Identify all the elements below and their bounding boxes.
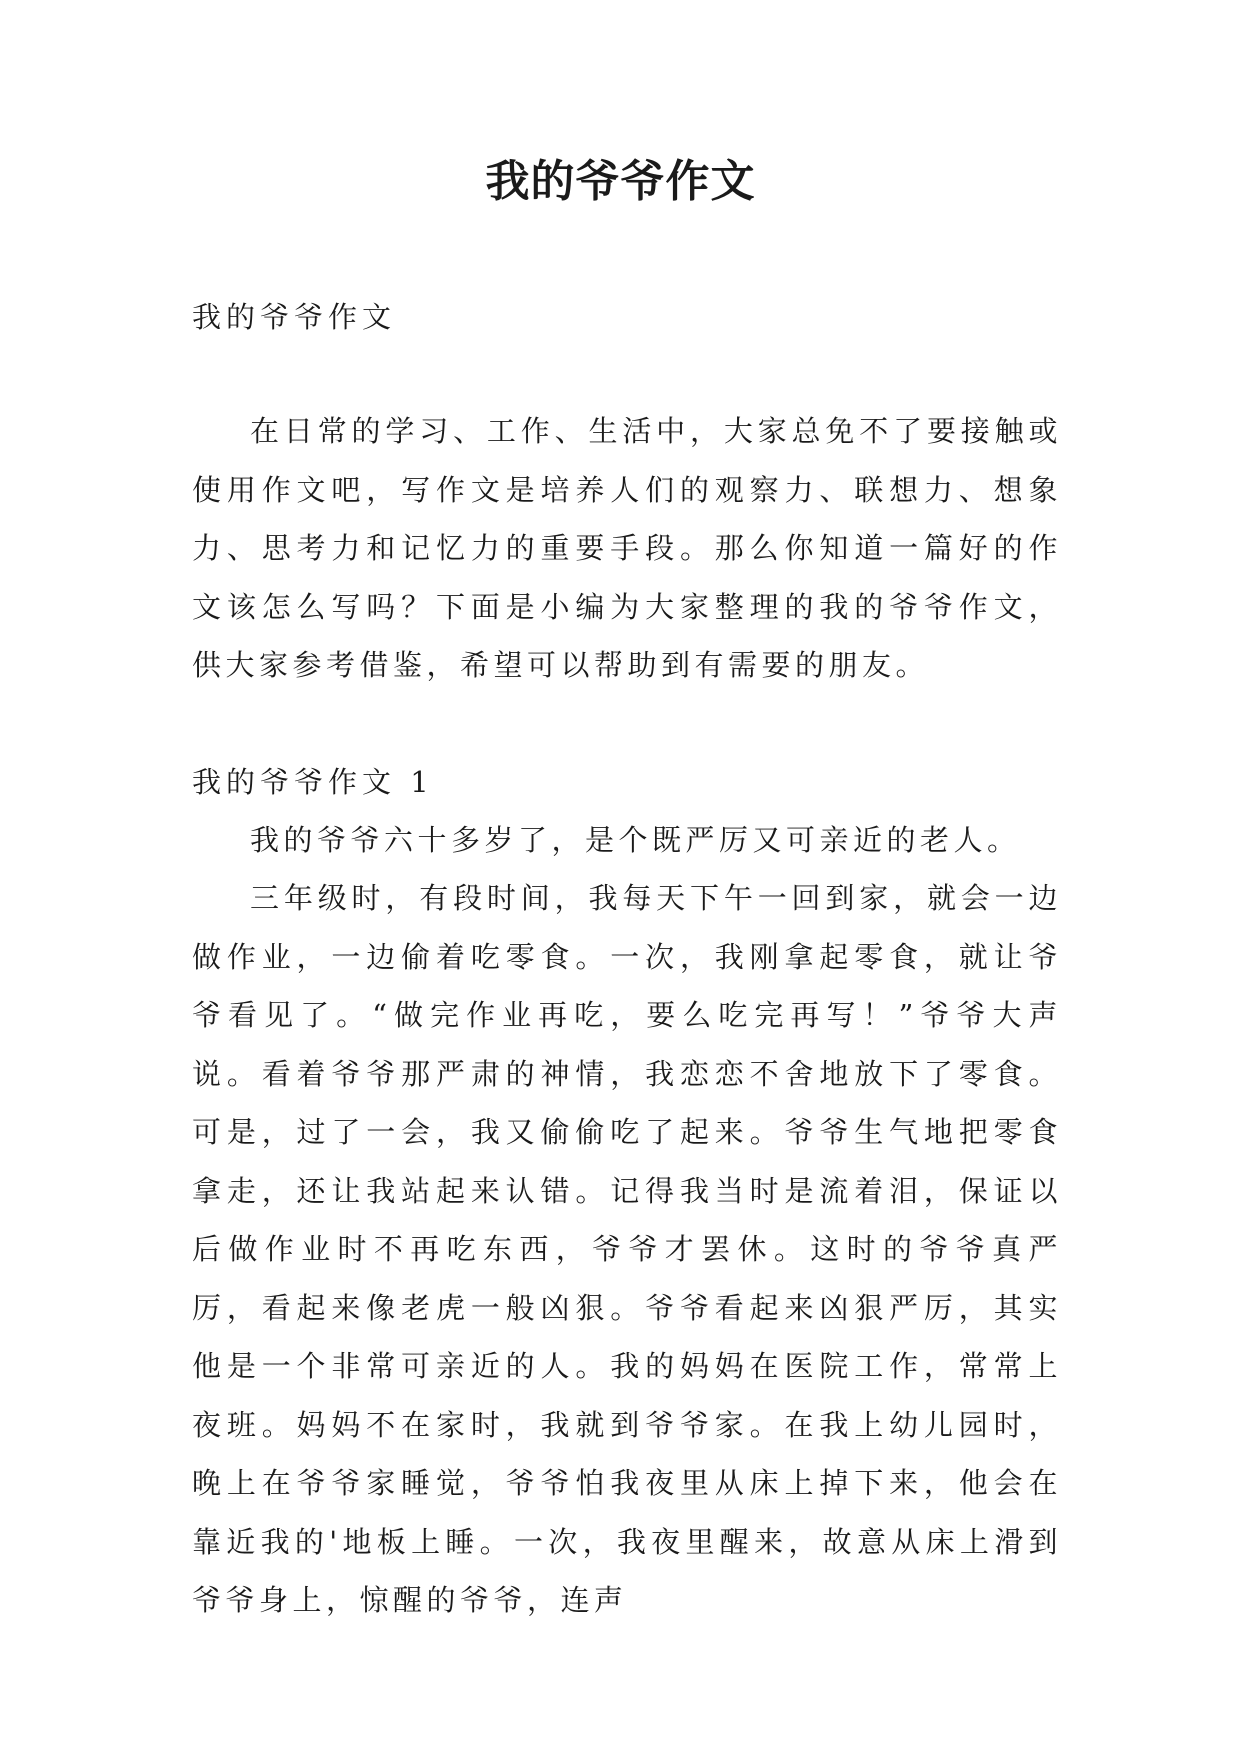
essay-paragraph: 我的爷爷六十多岁了，是个既严厉又可亲近的老人。: [250, 822, 1021, 857]
spacer: [192, 346, 1062, 402]
document-subtitle: 我的爷爷作文: [192, 300, 397, 334]
intro-paragraph: 在日常的学习、工作、生活中，大家总免不了要接触或使用作文吧，写作文是培养人们的观察力、联想力、想象力、思考力和记忆力的重要手段。那么你知道一篇好的作文该怎么写吗？下面是小编为大家整理的我的爷爷作文，供大家参考借鉴，希望可以帮助到有需要的朋友。: [192, 414, 1062, 682]
essay-heading: 我的爷爷作文 1: [192, 764, 434, 799]
document-body: [192, 288, 1062, 1630]
spacer: [192, 695, 1062, 753]
document-title: 我的爷爷作文: [485, 156, 756, 207]
essay-paragraph: 三年级时，有段时间，我每天下午一回到家，就会一边做作业，一边偷着吃零食。一次，我刚拿起零食，就让爷爷看见了。“做完作业再吃，要么吃完再写！”爷爷大声说。看着爷爷那严肃的神情，我恋恋不舍地放下了零食。可是，过了一会，我又偷偷吃了起来。爷爷生气地把零食拿走，还让我站起来认错。记得我当时是流着泪，保证以后做作业时不再吃东西，爷爷才罢休。这时的爷爷真严厉，看起来像老虎一般凶狠。爷爷看起来凶狠严厉，其实他是一个非常可亲近的人。我的妈妈在医院工作，常常上夜班。妈妈不在家时，我就到爷爷家。在我上幼儿园时，晚上在爷爷家睡觉，爷爷怕我夜里从床上掉下来，他会在靠近我的'地板上睡。一次，我夜里醒来，故意从床上滑到爷爷身上，惊醒的爷爷，连声: [192, 881, 1062, 1617]
